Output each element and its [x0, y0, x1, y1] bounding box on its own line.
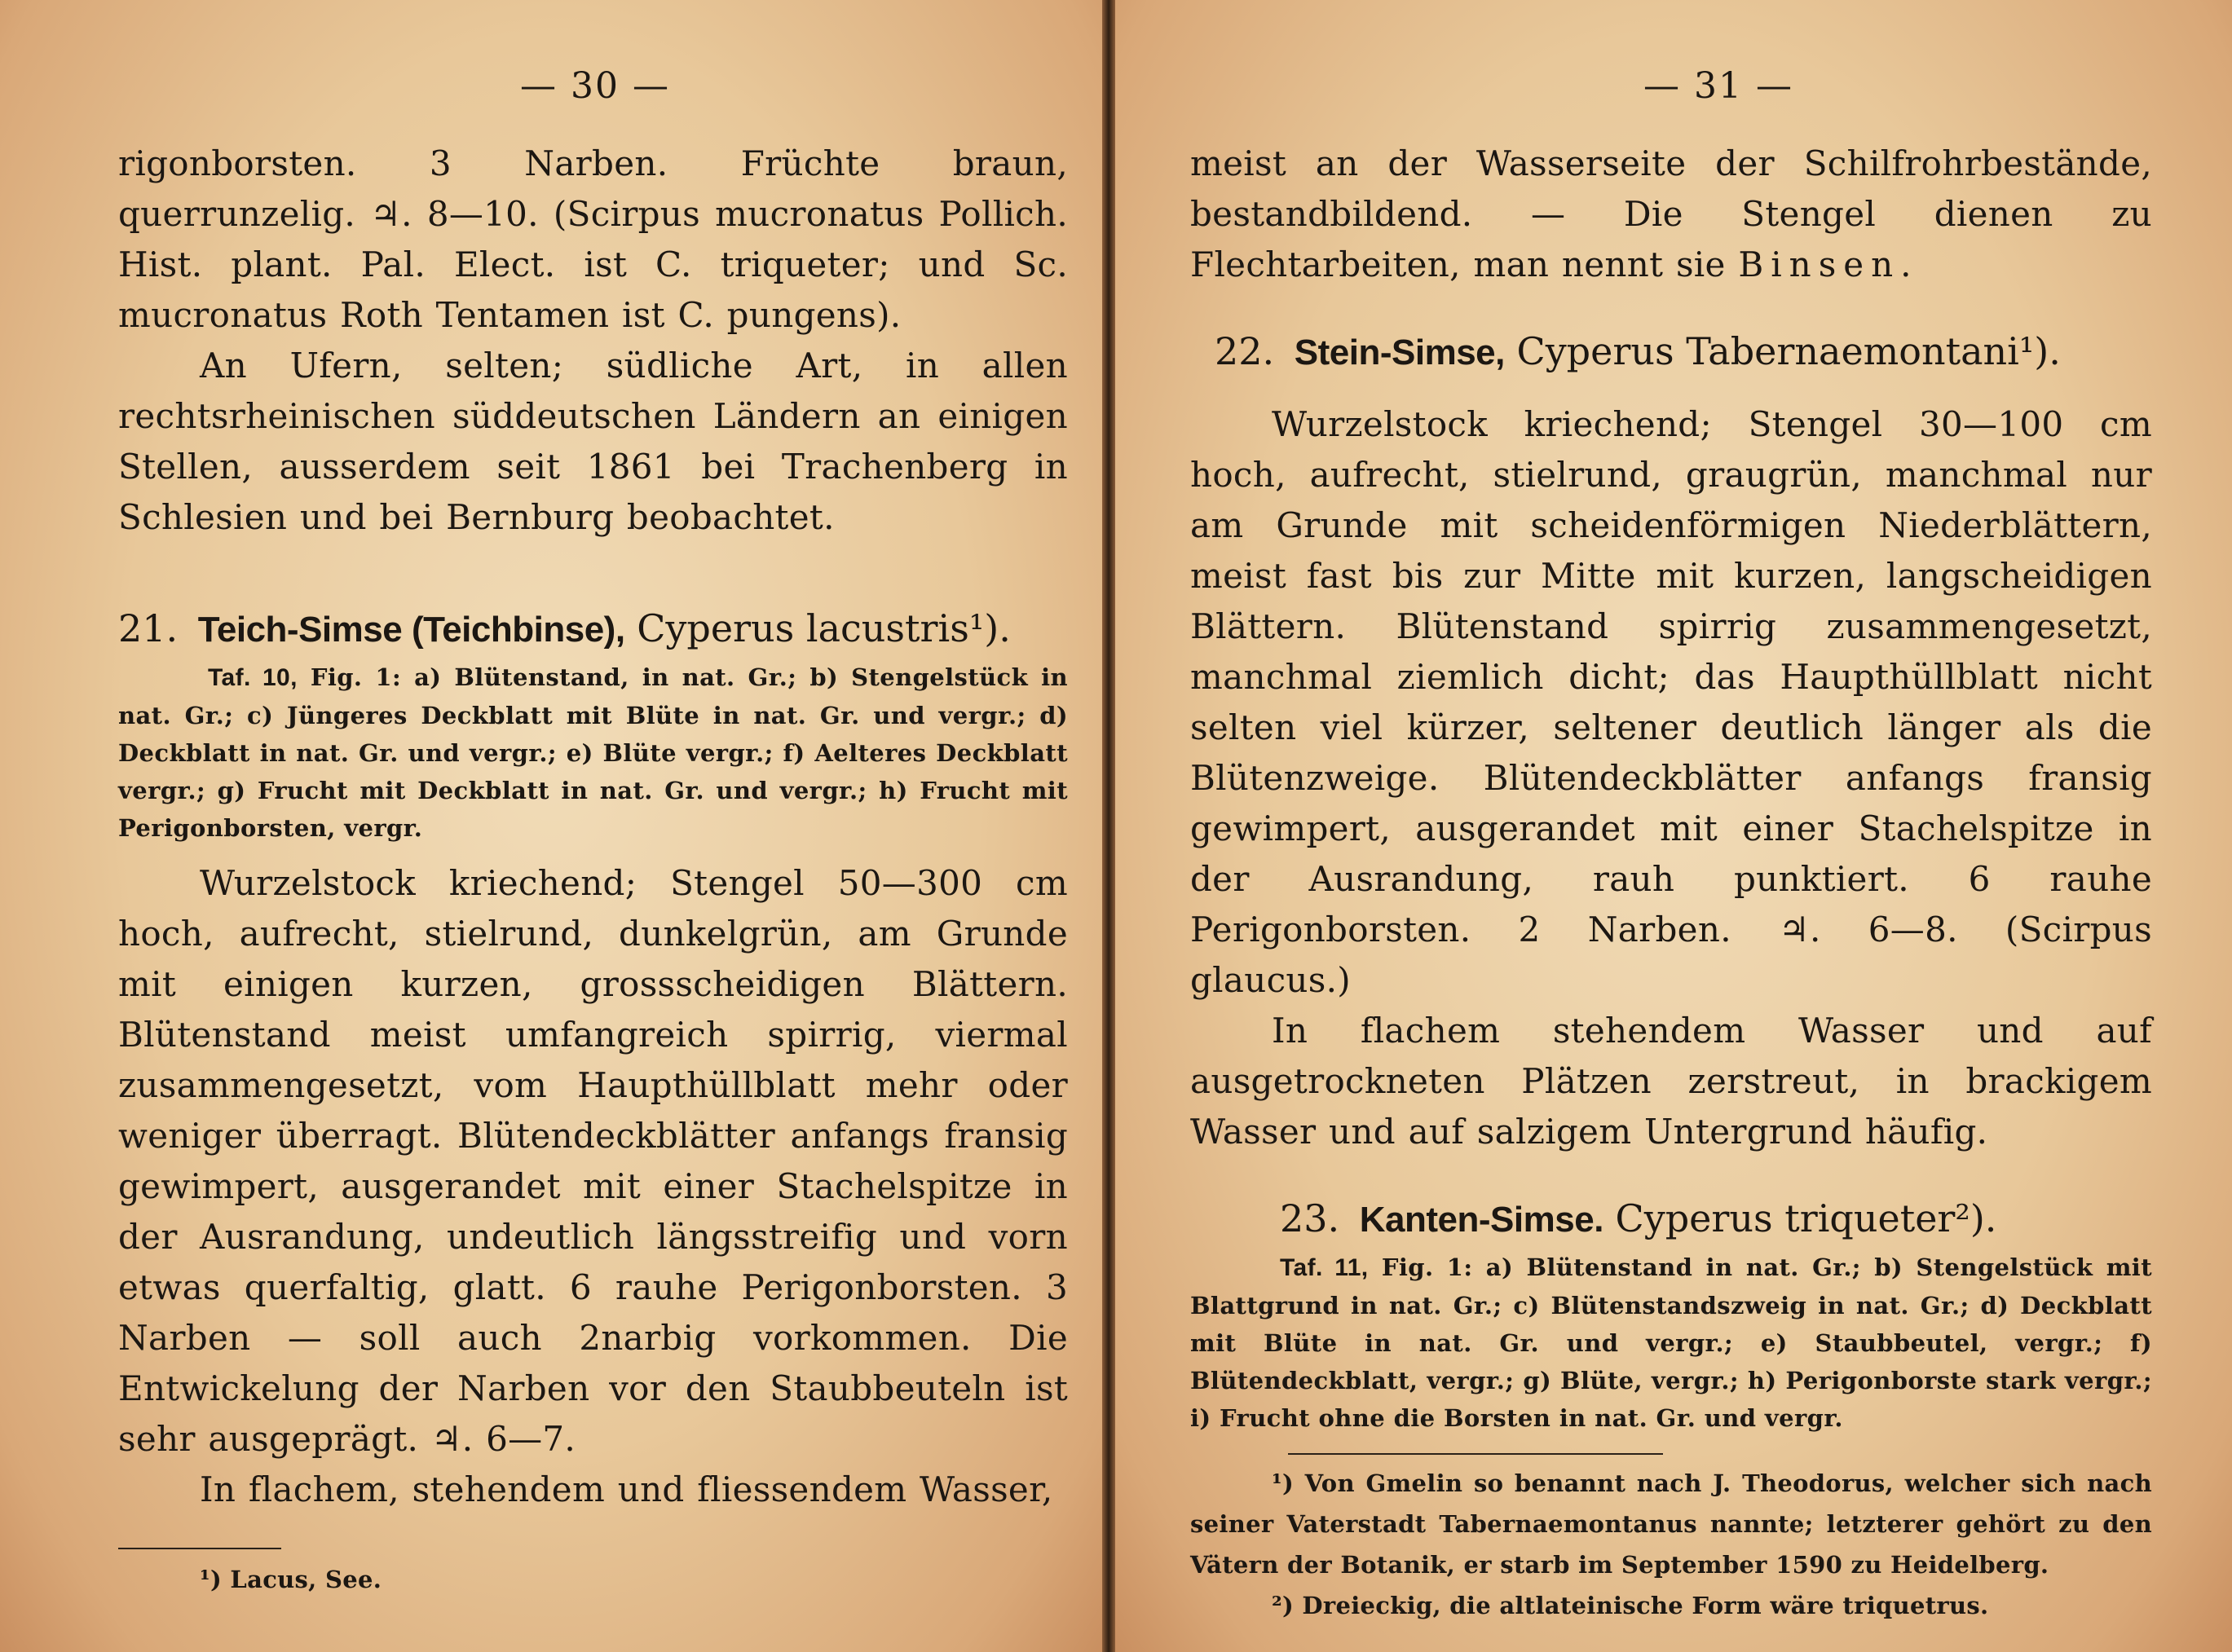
footnote: ¹) Lacus, See.	[200, 1566, 382, 1593]
paragraph: Wurzelstock kriechend; Stengel 30—100 cm hoch, aufrecht, stielrund, graugrün, manchmal nur am Grunde mit scheidenförmigen Niederblättern, meist fast bis zur Mitte mit kurzen, langscheidigen Blättern. Blütenstand spirrig zusammengesetzt, manchmal ziemlich dicht; das Haupthüllblatt nicht selten viel kürzer, seltener deutlich länger als die Blütenzweige. Blütendeckblätter anfangs fransig gewimpert, ausgerandet mit einer Stachelspitze in der Ausrandung, rauh punktiert. 6 rauhe Perigonborsten. 2 Narben. ♃. 6—8. (Scirpus glaucus.)	[1190, 404, 2152, 1000]
species-heading-22	[1190, 323, 2152, 381]
species-latin-name: Cyperus lacustris	[637, 606, 969, 650]
species-latin-name: Cyperus Tabernaemontani	[1516, 329, 2019, 373]
right-text-column	[1190, 139, 2152, 1626]
species-latin-name: Cyperus triqueter	[1615, 1196, 1956, 1240]
paragraph: rigonborsten. 3 Narben. Früchte braun, querrunzelig. ♃. 8—10. (Scirpus mucronatus Pollich. Hist. plant. Pal. Elect. ist C. triqueter; und Sc. mucronatus Roth Tentamen ist C. pungens).	[118, 143, 1068, 335]
species-number: 21.	[118, 606, 179, 650]
plate-description: Fig. 1: a) Blütenstand, in nat. Gr.; b) Stengelstück in nat. Gr.; c) Jüngeres Deckblatt mit Blüte in nat. Gr. und vergr.; d) Deckblatt in nat. Gr. und vergr.; e) Blüte vergr.; f) Aelteres Deckblatt vergr.; g) Frucht mit Deckblatt in nat. Gr. und vergr.; h) Frucht mit Perigonborsten, vergr.	[118, 663, 1068, 842]
footnote-ref: ²).	[1955, 1196, 1997, 1240]
paragraph-text: meist an der Wasserseite der Schilfrohrbestände, bestandbildend. — Die Stengel dienen zu Flechtarbeiten, man nennt sie	[1190, 143, 2152, 284]
plate-label: Taf. 11,	[1280, 1254, 1369, 1281]
footnote: ¹) Von Gmelin so benannt nach J. Theodorus, welcher sich nach seiner Vaterstadt Tabernaemontanus nannte; letzterer gehört zu den Vätern der Botanik, er starb im September 1590 zu Heidelberg.	[1190, 1469, 2152, 1579]
plate-reference	[1190, 1249, 2152, 1437]
left-page	[0, 0, 1102, 1652]
footnote-rule	[1288, 1453, 1663, 1455]
paragraph-text: .	[1900, 244, 1912, 284]
footnote-rule	[118, 1548, 281, 1549]
plate-label: Taf. 10,	[208, 664, 298, 691]
paragraph: Wurzelstock kriechend; Stengel 50—300 cm hoch, aufrecht, stielrund, dunkelgrün, am Grunde mit einigen kurzen, grossscheidigen Blättern. Blütenstand meist umfangreich spirrig, viermal zusammengesetzt, vom Haupthüllblatt mehr oder weniger überragt. Blütendeckblätter anfangs fransig gewimpert, ausgerandet mit einer Stachelspitze in der Ausrandung, undeutlich längsstreifig und vorn etwas querfaltig, glatt. 6 rauhe Perigonborsten. 3 Narben — soll auch 2narbig vorkommen. Die Entwickelung der Narben vor den Staubbeuteln ist sehr ausgeprägt. ♃. 6—7.	[118, 863, 1068, 1459]
paragraph: In flachem, stehendem und fliessendem Wasser,	[200, 1469, 1053, 1509]
species-heading-23	[1190, 1190, 2152, 1249]
left-text-column	[118, 139, 1068, 1600]
book-gutter	[1102, 0, 1115, 1652]
paragraph: An Ufern, selten; südliche Art, in allen rechtsrheinischen süddeutschen Ländern an einigen Stellen, ausserdem seit 1861 bei Trachenberg in Schlesien und bei Bernburg beobachtet.	[118, 346, 1068, 537]
species-german-name: Kanten-Simse.	[1359, 1200, 1603, 1240]
species-number: 22.	[1215, 329, 1275, 373]
page-number: — 31 —	[1643, 65, 1793, 107]
page-number: — 30 —	[520, 65, 670, 107]
footnote: ²) Dreieckig, die altlateinische Form wäre triquetrus.	[1272, 1592, 1989, 1619]
species-heading-21	[118, 600, 1068, 659]
footnote-ref: ¹).	[968, 606, 1011, 650]
species-number: 23.	[1280, 1196, 1340, 1240]
emphasized-term: Binsen	[1738, 244, 1901, 284]
plate-reference	[118, 659, 1068, 847]
species-german-name: Stein-Simse,	[1294, 333, 1505, 372]
paragraph	[1190, 139, 2152, 290]
species-german-name: Teich-Simse (Teichbinse),	[197, 610, 625, 650]
right-page	[1115, 0, 2232, 1652]
plate-description: Fig. 1: a) Blütenstand in nat. Gr.; b) Stengelstück mit Blattgrund in nat. Gr.; c) Blütenstandszweig in nat. Gr.; d) Deckblatt mit Blüte in nat. Gr. und vergr.; e) Staubbeutel, vergr.; f) Blütendeckblatt, vergr.; g) Blüte, vergr.; h) Perigonborste stark vergr.; i) Frucht ohne die Borsten in nat. Gr. und vergr.	[1190, 1253, 2152, 1432]
paragraph: In flachem stehendem Wasser und auf ausgetrockneten Plätzen zerstreut, in brackigem Wasser und auf salzigem Untergrund häufig.	[1190, 1011, 2152, 1152]
footnote-ref: ¹).	[2018, 329, 2061, 373]
